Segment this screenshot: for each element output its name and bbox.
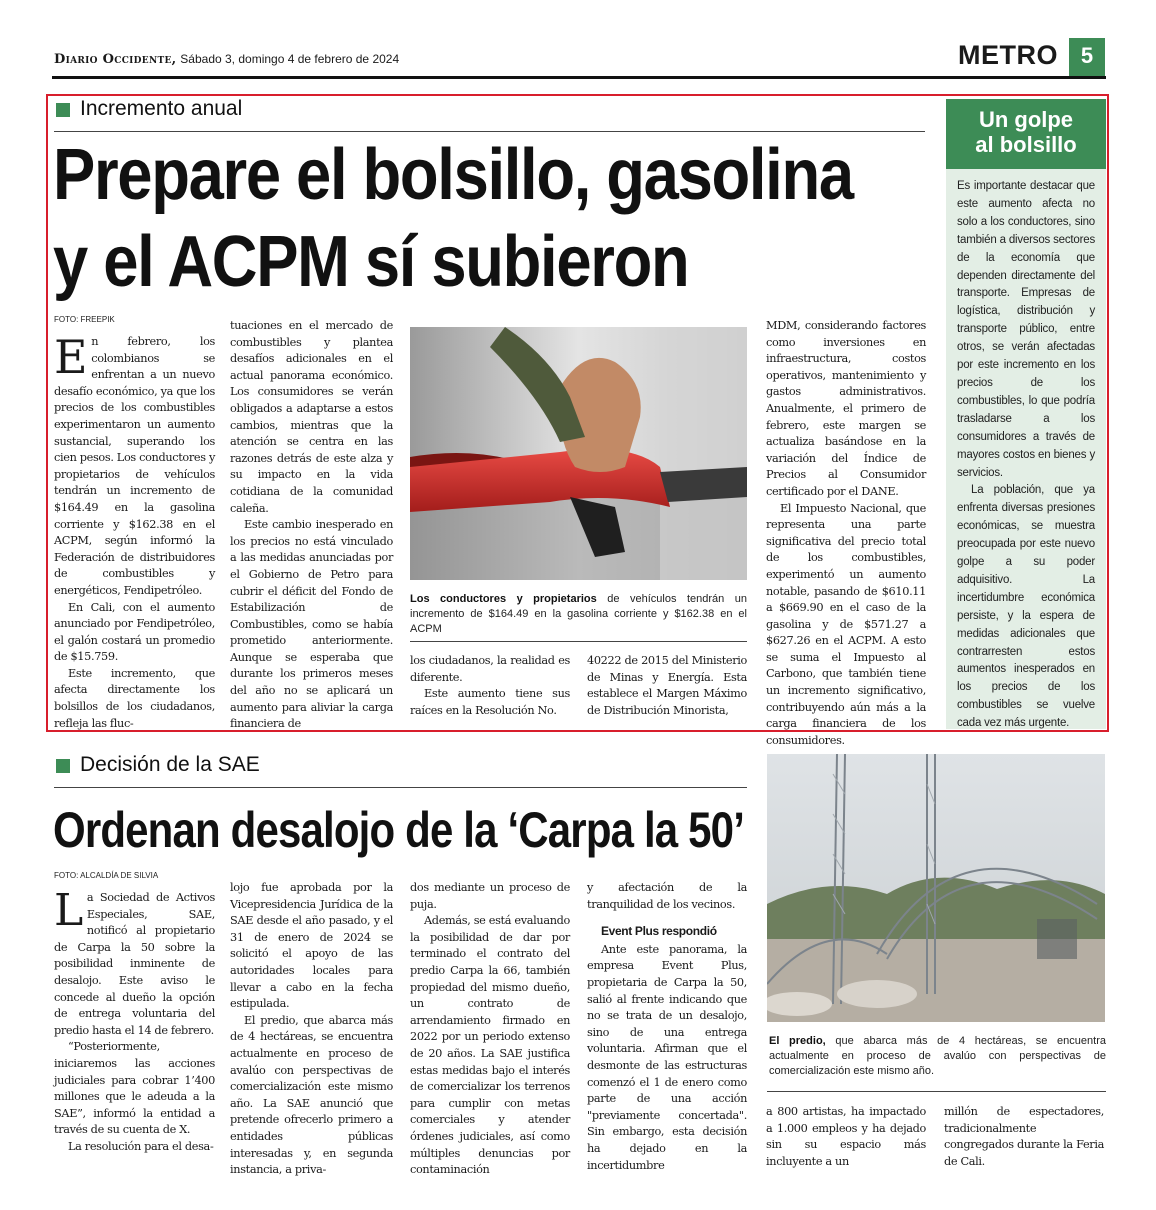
sidebar-paragraph: La población, que ya enfrenta diversas presiones económicas, se muestra preocupada por este nuevo golpe a su poder adquisitivo. La incertidumbre económica persiste, y la espera de medidas adicionales que contrarresten estos aumentos inesperados en los precios de los combustibles se vuelve cada vez más urgente. (957, 484, 1095, 730)
article2-column-1 (54, 885, 215, 1156)
article2-column-5 (766, 1104, 926, 1170)
caption-text: que abarca más de 4 hectáreas, se encuentra actualmente en proceso de avalúo con perspectivas de comercialización este mismo año. (769, 1035, 1106, 1077)
article1-paragraph: 40222 de 2015 del Ministerio de Minas y Energía. Esta establece el Margen Máximo de Distribución Minorista, (587, 654, 747, 717)
article1-paragraph: Este incremento, que afecta directamente los bolsillos de los ciudadanos, refleja las fluc- (54, 666, 215, 730)
kicker-square-icon (56, 759, 70, 773)
caption-text: de vehículos tendrán un incremento de $164.49 en la gasolina corriente y $162.38 en el ACPM (410, 593, 747, 635)
article2-column-3 (410, 880, 570, 1179)
article2-kicker: Decisión de la SAE (80, 753, 260, 776)
article1-paragraph: En Cali, con el aumento anunciado por Fendipetróleo, el galón costará un promedio de $15.759. (54, 600, 215, 664)
article1-photo-caption (410, 592, 747, 637)
newspaper-name: Diario Occidente, (54, 52, 177, 67)
sidebar-title (946, 99, 1106, 169)
sidebar-text (957, 178, 1095, 733)
fuel-nozzle-photo (410, 327, 747, 580)
kicker-square-icon (56, 103, 70, 117)
article2-column-2 (230, 880, 393, 1179)
article1-paragraph: MDM, considerando factores como inversiones en infraestructura, costos operativos, mantenimiento y gastos administrativos. Anualmente, el primero de febrero, este margen se actualiza basándose en la variación del Índice de Precios al Consumidor certificado por el DANE. (766, 319, 926, 498)
article2-paragraph: lojo fue aprobada por la Vicepresidencia Jurídica de la SAE desde el año pasado, y el 31 de enero de 2024 se solicitó el apoyo de las autoridades locales para llevar a cabo en la fecha estipulada. (230, 881, 393, 1011)
article2-paragraph: dos mediante un proceso de puja. (410, 881, 570, 911)
article2-paragraph: “Posteriormente, iniciaremos las acciones judiciales para cobrar 1’400 millones que le adeuda a la SAE”, informó la entidad a través de su cuenta de X. (54, 1040, 215, 1137)
article2-column-4 (587, 880, 747, 1174)
caption-lead: El predio, (769, 1035, 826, 1047)
page-number: 5 (1069, 38, 1105, 76)
article2-paragraph: La resolución para el desa- (68, 1139, 214, 1153)
article2-paragraph: Ante este panorama, la empresa Event Plus, propietaria de Carpa la 50, salió al frente indicando que no se trata de un desalojo, sino de una entrega voluntaria. Afirman que el desmonte de las estructuras comenzó el 1 de enero como parte de una acción "previamente concertada". Sin embargo, esta decisión ha dejado en la incertidumbre (587, 942, 747, 1172)
article2-paragraph: millón de espectadores, tradicionalmente congregados durante la Feria de Cali. (944, 1105, 1104, 1168)
article1-column-4 (587, 653, 747, 719)
masthead (54, 52, 399, 67)
carpa-structure-photo (767, 754, 1105, 1022)
section-name: METRO (958, 40, 1058, 70)
article1-paragraph: Este aumento tiene sus raíces en la Resolución No. (410, 687, 570, 717)
caption-rule (767, 1091, 1106, 1092)
article1-column-5 (766, 318, 926, 749)
article2-photo-caption (769, 1034, 1106, 1079)
kicker-rule (54, 787, 747, 788)
article1-headline-line2: y el ACPM sí subieron (53, 222, 689, 302)
article2-headline: Ordenan desalojo de la ‘Carpa la 50’ (53, 802, 745, 858)
article2-column-6 (944, 1104, 1104, 1170)
article2-paragraph: a Sociedad de Activos Especiales, SAE, notificó al propietario de Carpa la 50 sobre la posibilidad inminente de desalojo. Este aviso le concede al dueño la opción de entrega voluntaria del predio hasta el 14 de febrero. (54, 891, 215, 1037)
article2-paragraph: El predio, que abarca más de 4 hectáreas, se encuentra actualmente en proceso de avalúo con perspectivas de comercialización este mismo año. La SAE anunció que pretende ofrecerlo primero a entidades públicas interesadas y, en segunda instancia, a priva- (230, 1013, 393, 1177)
article2-paragraph: Además, se está evaluando la posibilidad de dar por terminado el contrato del predio Carpa la 66, también propiedad del mismo dueño, un contrato de arrendamiento firmado en 2022 por un periodo extenso de 20 años. La SAE justifica estas medidas bajo el interés de comercializar los terrenos para cumplir con metas comerciales y atender órdenes judiciales, así como múltiples denuncias por contaminación (410, 914, 570, 1177)
dropcap: L (54, 885, 83, 936)
sidebar-title-line: al bolsillo (975, 132, 1077, 157)
article1-column-2 (230, 318, 393, 733)
caption-rule (410, 641, 747, 642)
article1-kicker: Incremento anual (80, 97, 243, 120)
article1-paragraph: Este cambio inesperado en los precios no está vinculado a las medidas anunciadas por el Gobierno de Petro para cubrir el déficit del Fondo de Estabilización de Combustibles, como se había prometido anteriormente. Aunque se esperaba que durante los primeros meses del año no se aplicará un aumento para aliviar la carga financiera de (230, 518, 393, 731)
article1-paragraph: n febrero, los colombianos se enfrentan a un nuevo desafío económico, ya que los precios de los combustibles experimentaron un aumento sustancial, superando los cien pesos. Los conductores y propietarios de vehículos tendrán un incremento de $164.49 en la gasolina corriente y $162.38 en el ACPM, según informó la Federación de distribuidores de combustibles y energéticos, Fendipetróleo. (54, 335, 215, 597)
article1-column-3 (410, 653, 570, 719)
article2-paragraph: y afectación de la tranquilidad de los vecinos. (587, 881, 747, 911)
kicker-rule (54, 131, 925, 132)
article1-column-1 (54, 330, 215, 732)
article2-subhead: Event Plus respondió (601, 924, 717, 939)
carpa-structure-illustration (767, 754, 1105, 1022)
article1-photo-credit: FOTO: FREEPIK (54, 315, 115, 324)
sidebar-title-line: Un golpe (978, 107, 1074, 132)
article1-paragraph: tuaciones en el mercado de combustibles y plantea desafíos adicionales en el actual panorama económico. Los consumidores se verán obligados a adaptarse a estos cambios, mientras que la atención se centra en las razones detrás de este alza y su impacto en la vida cotidiana de la comunidad caleña. (230, 319, 393, 515)
article2-paragraph: a 800 artistas, ha impactado a 1.000 empleos y ha dejado sin su espacio más incluyente a un (766, 1105, 926, 1168)
article2-photo-credit: FOTO: ALCALDÍA DE SILVIA (54, 871, 159, 880)
fuel-nozzle-illustration (410, 327, 747, 580)
caption-lead: Los conductores y propietarios (410, 593, 597, 605)
header-rule (52, 76, 1106, 79)
article1-paragraph: los ciudadanos, la realidad es diferente. (410, 654, 570, 684)
dropcap: E (54, 330, 88, 384)
article1-headline-line1: Prepare el bolsillo, gasolina (53, 135, 853, 215)
issue-date: Sábado 3, domingo 4 de febrero de 2024 (180, 52, 400, 66)
article1-paragraph: El Impuesto Nacional, que representa una parte significativa del precio total de los combustibles, experimentó un aumento notable, pasando de $610.11 a $669.90 en el caso de la gasolina y de $571.27 a $627.26 en el ACPM. A esto se suma el Impuesto al Carbono, que también tiene un incremento significativo, contribuyendo aún más a la carga financiera de los consumidores. (766, 501, 926, 747)
sidebar-paragraph: Es importante destacar que este aumento afecta no solo a los conductores, sino también a diversos sectores de la economía que dependen directamente del transporte. Empresas de logística, distribución y transporte público, entre otros, se verán afectadas por este incremento en los precios de los combustibles, lo que podría trasladarse a los consumidores a través de mayores costos en bienes y servicios. (957, 180, 1095, 479)
